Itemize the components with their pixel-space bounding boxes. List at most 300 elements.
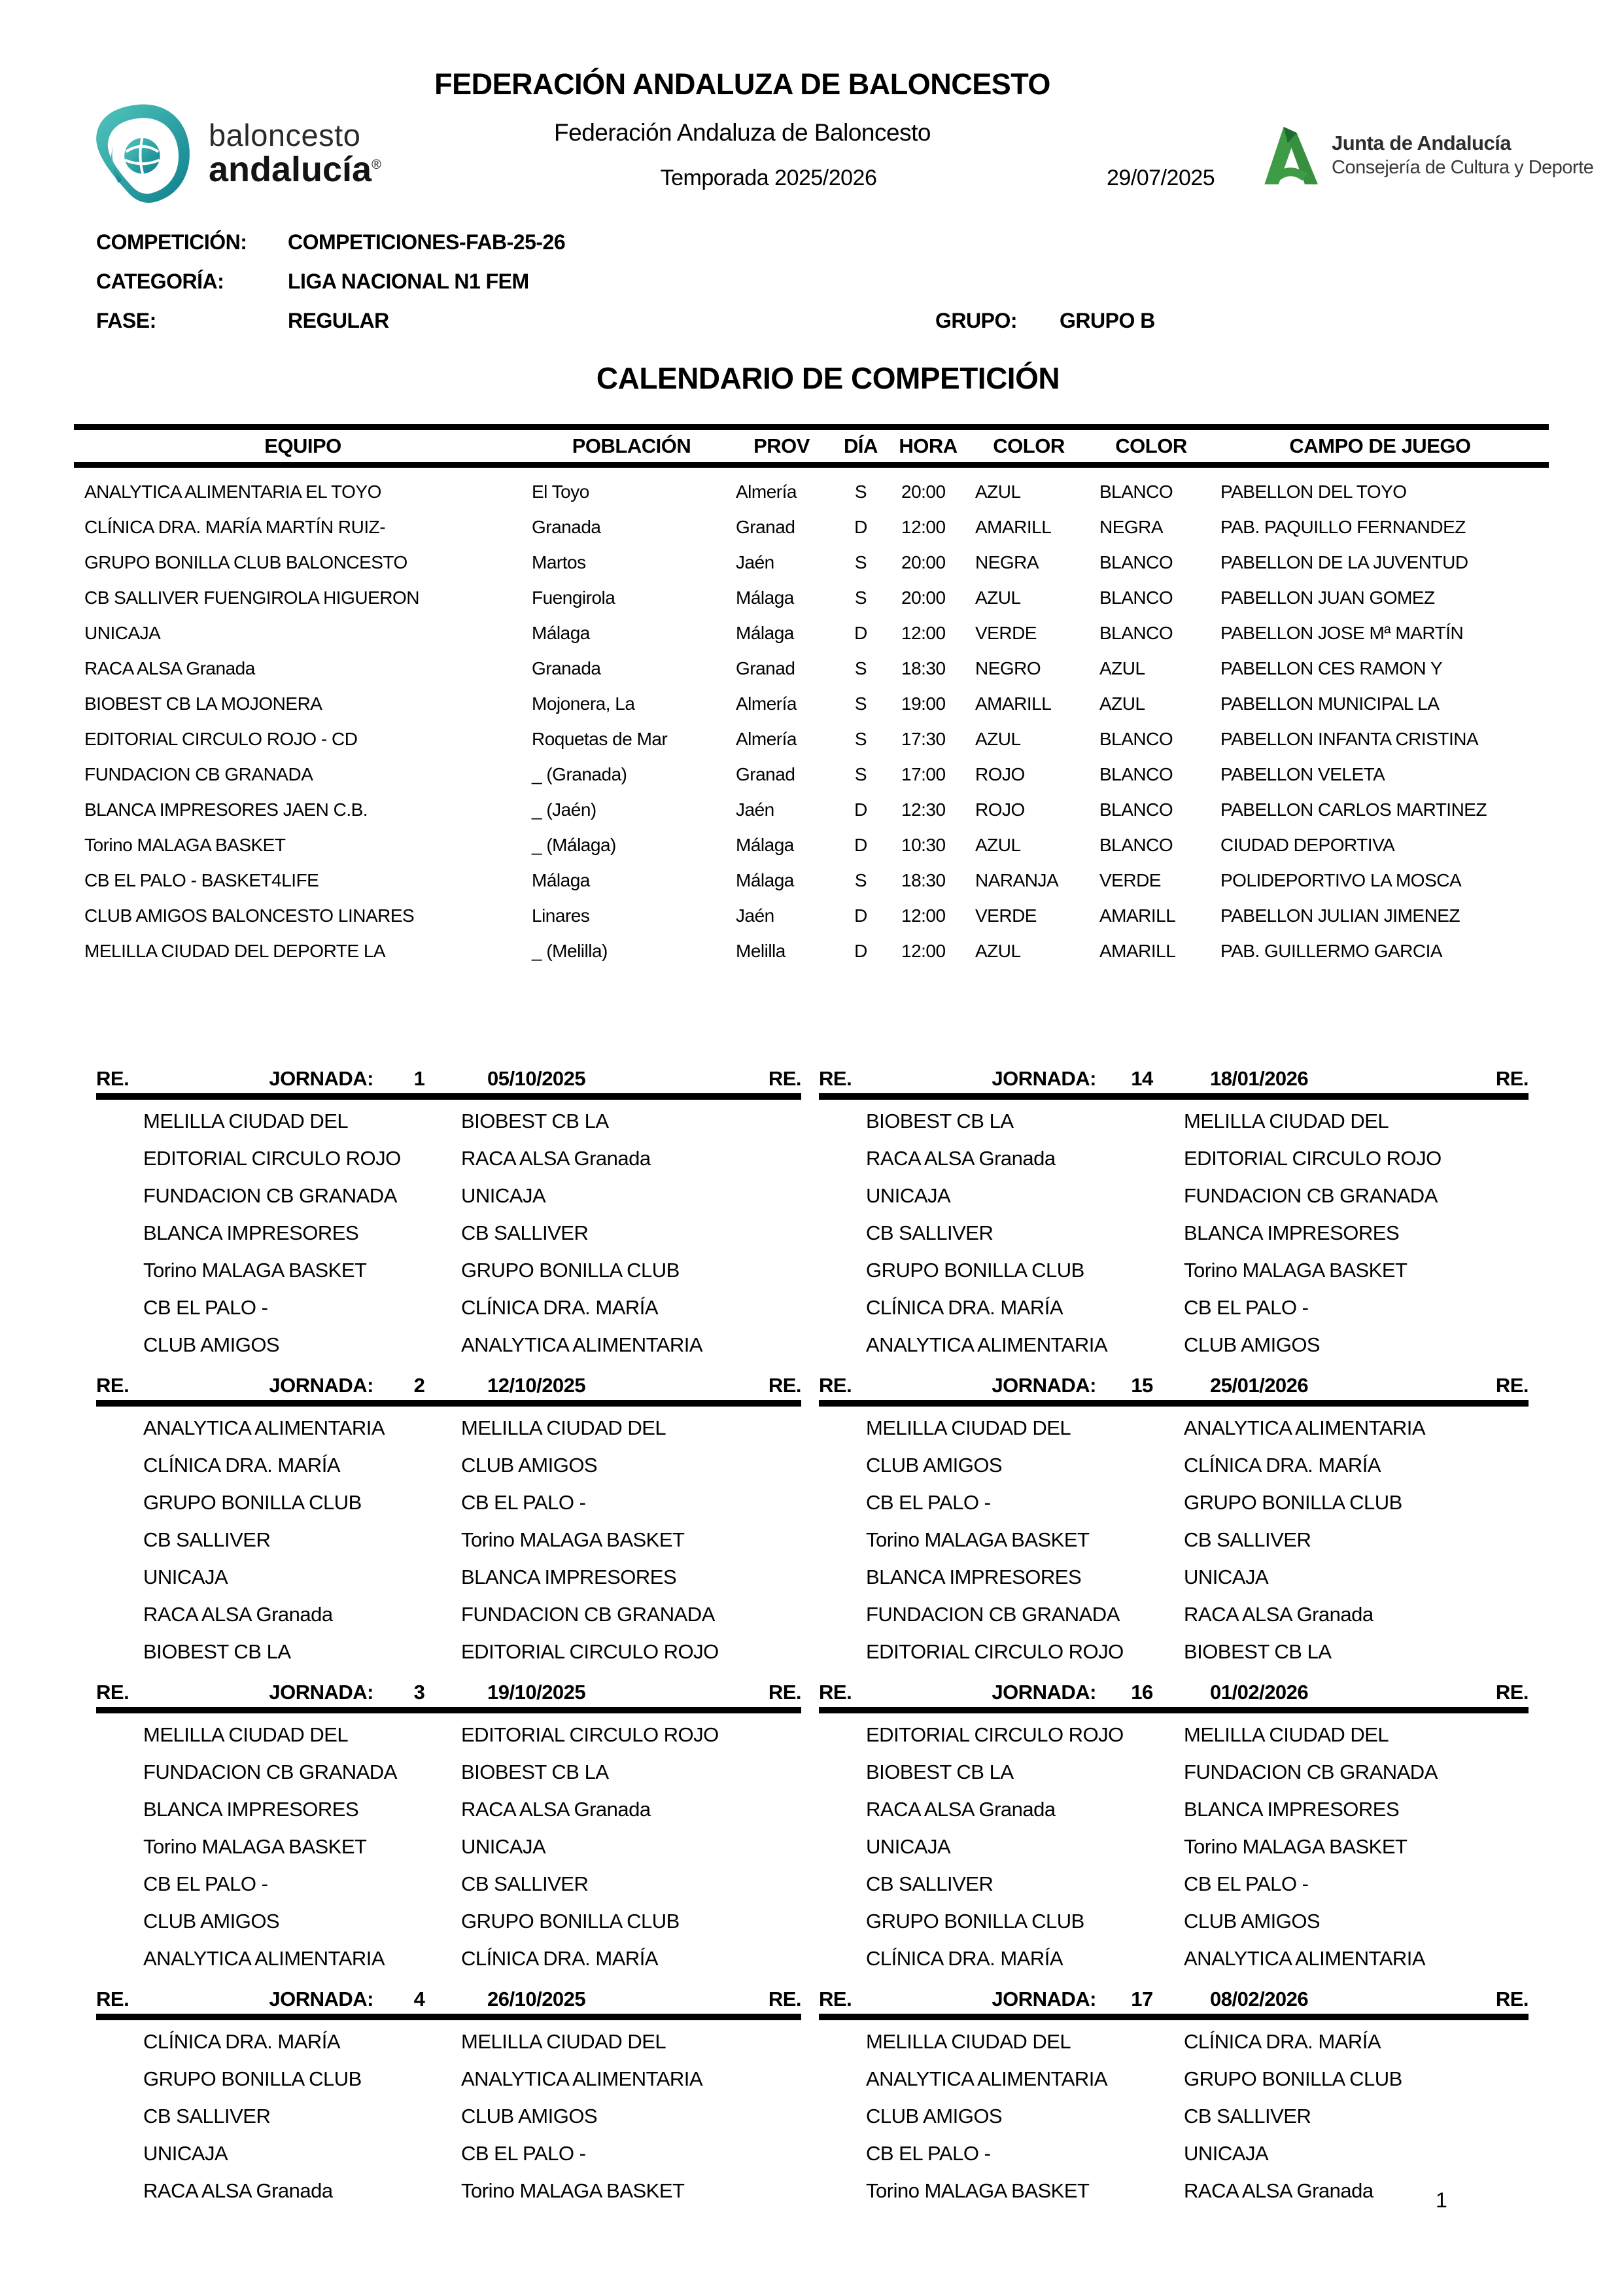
header-poblacion: POBLACIÓN — [572, 434, 691, 457]
home-team: ANALYTICA ALIMENTARIA — [143, 1946, 385, 1970]
home-team: MELILLA CIUDAD DEL — [866, 2029, 1071, 2053]
re-label-right: RE. — [768, 1988, 801, 2010]
re-label-left: RE. — [819, 1374, 852, 1397]
header-equipo: EQUIPO — [264, 434, 341, 457]
match-list — [96, 1100, 801, 1363]
team-time: 10:30 — [901, 835, 946, 855]
match-row — [819, 2097, 1529, 2135]
jornada-label: JORNADA: — [992, 1988, 1096, 2010]
category-row — [96, 270, 1535, 309]
team-venue: PABELLON CARLOS MARTINEZ — [1220, 799, 1487, 820]
match-row — [819, 1791, 1529, 1828]
junta-name: Junta de Andalucía — [1332, 131, 1512, 154]
header-dia: DÍA — [844, 434, 878, 457]
competition-info — [96, 230, 1535, 348]
team-row — [74, 722, 1549, 757]
match-row — [96, 1865, 801, 1902]
re-label-right: RE. — [768, 1374, 801, 1397]
jornada-block — [819, 1681, 1529, 1977]
home-team: Torino MALAGA BASKET — [143, 1258, 367, 1282]
home-team: BIOBEST CB LA — [143, 1639, 291, 1663]
team-city: Roquetas de Mar — [532, 729, 668, 749]
match-row — [96, 2172, 801, 2209]
home-team: UNICAJA — [143, 1565, 228, 1588]
team-name: BIOBEST CB LA MOJONERA — [84, 693, 322, 714]
home-team: GRUPO BONILLA CLUB — [866, 1909, 1084, 1933]
match-row — [819, 1102, 1529, 1140]
re-label-left: RE. — [96, 1067, 130, 1090]
match-row — [96, 1140, 801, 1177]
match-row — [819, 1177, 1529, 1214]
team-venue: PAB. PAQUILLO FERNANDEZ — [1220, 517, 1466, 537]
match-list — [96, 1713, 801, 1977]
away-team: UNICAJA — [1184, 2141, 1269, 2165]
competition-value: COMPETICIONES-FAB-25-26 — [288, 230, 566, 254]
team-city: _ (Melilla) — [532, 941, 608, 961]
jornada-divider — [96, 1400, 801, 1407]
team-color-1: NEGRA — [975, 552, 1039, 572]
jornada-date: 08/02/2026 — [1210, 1988, 1309, 2010]
team-day: S — [854, 482, 867, 502]
fab-logo-word-andalucia-text: andalucía — [209, 150, 372, 190]
home-team: CLUB AMIGOS — [143, 1909, 280, 1933]
jornada-label: JORNADA: — [269, 1374, 373, 1397]
home-team: BLANCA IMPRESORES — [866, 1565, 1082, 1588]
team-name: CB EL PALO - BASKET4LIFE — [84, 870, 319, 890]
team-province: Granad — [736, 764, 795, 784]
re-label-left: RE. — [819, 1681, 852, 1704]
away-team: CLÍNICA DRA. MARÍA — [1184, 2029, 1381, 2053]
jornada-divider — [96, 2014, 801, 2020]
away-team: BLANCA IMPRESORES — [461, 1565, 677, 1588]
team-city: Málaga — [532, 870, 590, 890]
re-label-right: RE. — [768, 1067, 801, 1090]
away-team: RACA ALSA Granada — [461, 1146, 651, 1170]
match-row — [96, 1214, 801, 1252]
jornada-label: JORNADA: — [992, 1681, 1096, 1704]
jornada-label: JORNADA: — [992, 1067, 1096, 1090]
phase-label: FASE: — [96, 309, 156, 332]
home-team: BLANCA IMPRESORES — [143, 1797, 359, 1821]
team-time: 12:00 — [901, 517, 946, 537]
header-campo: CAMPO DE JUEGO — [1289, 434, 1471, 457]
match-row — [96, 1596, 801, 1633]
team-province: Málaga — [736, 587, 794, 608]
team-day: D — [854, 905, 867, 926]
team-color-2: BLANCO — [1099, 623, 1173, 643]
team-row — [74, 510, 1549, 545]
team-name: BLANCA IMPRESORES JAEN C.B. — [84, 799, 368, 820]
team-time: 20:00 — [901, 587, 946, 608]
team-venue: CIUDAD DEPORTIVA — [1220, 835, 1395, 855]
team-time: 12:30 — [901, 799, 946, 820]
team-time: 12:00 — [901, 905, 946, 926]
re-label-right: RE. — [768, 1681, 801, 1704]
match-row — [819, 1214, 1529, 1252]
jornada-date: 18/01/2026 — [1210, 1067, 1309, 1090]
jornada-block — [96, 1988, 801, 2209]
jornada-block — [96, 1681, 801, 1977]
team-city: Fuengirola — [532, 587, 615, 608]
re-label-left: RE. — [96, 1374, 130, 1397]
team-time: 20:00 — [901, 552, 946, 572]
away-team: Torino MALAGA BASKET — [461, 1528, 685, 1551]
teams-table — [74, 424, 1549, 969]
team-city: Granada — [532, 517, 601, 537]
match-row — [96, 2135, 801, 2172]
team-time: 12:00 — [901, 623, 946, 643]
junta-department: Consejería de Cultura y Deporte — [1332, 157, 1594, 179]
jornada-divider — [819, 1707, 1529, 1713]
home-team: CB EL PALO - — [866, 1490, 991, 1514]
home-team: FUNDACION CB GRANADA — [143, 1183, 397, 1207]
away-team: CB EL PALO - — [1184, 1872, 1309, 1895]
jornada-number: 3 — [413, 1681, 425, 1704]
home-team: CB EL PALO - — [866, 2141, 991, 2165]
match-row — [819, 1828, 1529, 1865]
home-team: MELILLA CIUDAD DEL — [866, 1416, 1071, 1439]
team-venue: PABELLON MUNICIPAL LA — [1220, 693, 1440, 714]
jornada-date: 25/01/2026 — [1210, 1374, 1309, 1397]
match-row — [819, 1940, 1529, 1977]
team-province: Málaga — [736, 870, 794, 890]
team-time: 17:30 — [901, 729, 946, 749]
home-team: RACA ALSA Granada — [866, 1146, 1056, 1170]
competition-label: COMPETICIÓN: — [96, 230, 247, 254]
match-row — [96, 1558, 801, 1596]
team-color-1: AZUL — [975, 941, 1021, 961]
teams-table-body — [74, 474, 1549, 969]
report-date: 29/07/2025 — [1107, 166, 1215, 190]
header-color-1: COLOR — [993, 434, 1065, 457]
teams-table-header — [74, 430, 1549, 468]
team-name: EDITORIAL CIRCULO ROJO - CD — [84, 729, 358, 749]
team-name: RACA ALSA Granada — [84, 658, 255, 678]
team-color-2: BLANCO — [1099, 587, 1173, 608]
competition-row — [96, 230, 1535, 270]
away-team: CB EL PALO - — [1184, 1295, 1309, 1319]
jornada-label: JORNADA: — [269, 1681, 373, 1704]
header-color-2: COLOR — [1115, 434, 1187, 457]
phase-value: REGULAR — [288, 309, 389, 332]
jornada-header — [819, 1988, 1529, 2014]
match-list — [819, 2020, 1529, 2209]
page-title: FEDERACIÓN ANDALUZA DE BALONCESTO — [434, 67, 1050, 101]
jornada-block — [819, 1067, 1529, 1363]
team-city: Granada — [532, 658, 601, 678]
match-list — [96, 2020, 801, 2209]
team-venue: PABELLON JOSE Mª MARTÍN — [1220, 623, 1464, 643]
match-row — [96, 2097, 801, 2135]
away-team: EDITORIAL CIRCULO ROJO — [461, 1639, 719, 1663]
match-row — [96, 1326, 801, 1363]
re-label-right: RE. — [1495, 1988, 1529, 2010]
team-row — [74, 686, 1549, 722]
match-row — [819, 1140, 1529, 1177]
home-team: CLÍNICA DRA. MARÍA — [143, 1453, 341, 1477]
home-team: CB EL PALO - — [143, 1872, 268, 1895]
match-row — [819, 1558, 1529, 1596]
match-row — [96, 2023, 801, 2060]
home-team: RACA ALSA Granada — [866, 1797, 1056, 1821]
match-list — [819, 1713, 1529, 1977]
team-day: D — [854, 941, 867, 961]
match-list — [819, 1407, 1529, 1670]
team-day: S — [854, 658, 867, 678]
team-province: Melilla — [736, 941, 786, 961]
team-color-1: AMARILL — [975, 693, 1052, 714]
team-province: Jaén — [736, 905, 774, 926]
team-day: D — [854, 517, 867, 537]
team-day: D — [854, 835, 867, 855]
team-province: Almería — [736, 729, 797, 749]
home-team: UNICAJA — [143, 2141, 228, 2165]
away-team: CLÍNICA DRA. MARÍA — [461, 1295, 659, 1319]
jornada-number: 14 — [1131, 1067, 1153, 1090]
jornada-date: 05/10/2025 — [487, 1067, 586, 1090]
team-venue: PABELLON JUAN GOMEZ — [1220, 587, 1435, 608]
team-color-1: ROJO — [975, 764, 1025, 784]
group-label: GRUPO: — [935, 309, 1017, 332]
team-color-1: NEGRO — [975, 658, 1041, 678]
team-color-2: AMARILL — [1099, 941, 1176, 961]
team-name: GRUPO BONILLA CLUB BALONCESTO — [84, 552, 407, 572]
jornada-number: 17 — [1131, 1988, 1153, 2010]
away-team: UNICAJA — [461, 1183, 546, 1207]
match-row — [96, 1716, 801, 1753]
home-team: MELILLA CIUDAD DEL — [143, 1723, 349, 1746]
re-label-left: RE. — [819, 1988, 852, 2010]
team-name: ANALYTICA ALIMENTARIA EL TOYO — [84, 482, 381, 502]
away-team: CB SALLIVER — [1184, 1528, 1311, 1551]
away-team: RACA ALSA Granada — [1184, 2179, 1373, 2202]
team-time: 18:30 — [901, 658, 946, 678]
team-row — [74, 757, 1549, 792]
match-row — [819, 2135, 1529, 2172]
match-row — [96, 1252, 801, 1289]
match-row — [96, 1102, 801, 1140]
team-day: S — [854, 552, 867, 572]
team-venue: POLIDEPORTIVO LA MOSCA — [1220, 870, 1462, 890]
jornada-divider — [819, 2014, 1529, 2020]
team-day: S — [854, 587, 867, 608]
home-team: UNICAJA — [866, 1183, 951, 1207]
away-team: MELILLA CIUDAD DEL — [1184, 1109, 1389, 1132]
team-city: Mojonera, La — [532, 693, 635, 714]
team-name: FUNDACION CB GRANADA — [84, 764, 313, 784]
match-row — [96, 1289, 801, 1326]
home-team: BLANCA IMPRESORES — [143, 1221, 359, 1244]
home-team: CLUB AMIGOS — [143, 1333, 280, 1356]
home-team: UNICAJA — [866, 1834, 951, 1858]
team-province: Jaén — [736, 799, 774, 820]
match-list — [96, 1407, 801, 1670]
away-team: FUNDACION CB GRANADA — [1184, 1183, 1438, 1207]
away-team: BLANCA IMPRESORES — [1184, 1797, 1400, 1821]
home-team: EDITORIAL CIRCULO ROJO — [866, 1639, 1124, 1663]
re-label-left: RE. — [96, 1988, 130, 2010]
team-color-1: AZUL — [975, 835, 1021, 855]
junta-logo — [1254, 120, 1593, 190]
team-province: Granad — [736, 517, 795, 537]
match-row — [819, 1902, 1529, 1940]
away-team: GRUPO BONILLA CLUB — [461, 1909, 680, 1933]
match-row — [819, 2172, 1529, 2209]
match-list — [819, 1100, 1529, 1363]
team-city: Linares — [532, 905, 590, 926]
match-row — [819, 1326, 1529, 1363]
home-team: CLÍNICA DRA. MARÍA — [866, 1946, 1063, 1970]
away-team: MELILLA CIUDAD DEL — [461, 2029, 666, 2053]
jornada-divider — [96, 1093, 801, 1100]
team-color-1: AZUL — [975, 587, 1021, 608]
match-row — [96, 1633, 801, 1670]
match-row — [96, 1446, 801, 1484]
junta-a-icon — [1254, 120, 1320, 190]
page-number: 1 — [1436, 2188, 1447, 2212]
home-team: GRUPO BONILLA CLUB — [866, 1258, 1084, 1282]
away-team: RACA ALSA Granada — [1184, 1602, 1373, 1626]
team-row — [74, 580, 1549, 616]
team-name: CLÍNICA DRA. MARÍA MARTÍN RUIZ- — [84, 517, 386, 537]
team-color-2: BLANCO — [1099, 482, 1173, 502]
team-venue: PABELLON CES RAMON Y — [1220, 658, 1443, 678]
away-team: CB EL PALO - — [461, 2141, 586, 2165]
home-team: FUNDACION CB GRANADA — [866, 1602, 1120, 1626]
team-row — [74, 898, 1549, 934]
team-color-2: AZUL — [1099, 658, 1145, 678]
team-time: 12:00 — [901, 941, 946, 961]
team-row — [74, 934, 1549, 969]
home-team: ANALYTICA ALIMENTARIA — [143, 1416, 385, 1439]
jornada-label: JORNADA: — [992, 1374, 1096, 1397]
away-team: ANALYTICA ALIMENTARIA — [461, 2067, 703, 2090]
home-team: RACA ALSA Granada — [143, 1602, 333, 1626]
re-label-right: RE. — [1495, 1681, 1529, 1704]
team-city: _ (Jaén) — [532, 799, 596, 820]
team-color-1: AZUL — [975, 482, 1021, 502]
re-label-right: RE. — [1495, 1374, 1529, 1397]
match-row — [819, 1753, 1529, 1791]
away-team: CB EL PALO - — [461, 1490, 586, 1514]
team-day: S — [854, 729, 867, 749]
team-day: S — [854, 693, 867, 714]
away-team: BIOBEST CB LA — [1184, 1639, 1332, 1663]
match-row — [819, 1446, 1529, 1484]
jornada-date: 26/10/2025 — [487, 1988, 586, 2010]
jornada-number: 4 — [413, 1988, 425, 2010]
away-team: MELILLA CIUDAD DEL — [461, 1416, 666, 1439]
team-color-1: VERDE — [975, 623, 1037, 643]
home-team: CLUB AMIGOS — [866, 2104, 1003, 2128]
calendar-title: CALENDARIO DE COMPETICIÓN — [596, 361, 1060, 395]
team-row — [74, 863, 1549, 898]
match-row — [819, 1252, 1529, 1289]
match-row — [819, 1865, 1529, 1902]
jornada-label: JORNADA: — [269, 1988, 373, 2010]
away-team: GRUPO BONILLA CLUB — [1184, 1490, 1402, 1514]
team-color-2: BLANCO — [1099, 552, 1173, 572]
home-team: RACA ALSA Granada — [143, 2179, 333, 2202]
team-color-2: NEGRA — [1099, 517, 1164, 537]
home-team: Torino MALAGA BASKET — [866, 2179, 1090, 2202]
match-row — [96, 1753, 801, 1791]
group-value: GRUPO B — [1060, 309, 1155, 332]
home-team: BIOBEST CB LA — [866, 1760, 1014, 1783]
jornada-block — [96, 1067, 801, 1363]
away-team: FUNDACION CB GRANADA — [461, 1602, 715, 1626]
team-color-1: AMARILL — [975, 517, 1052, 537]
match-row — [819, 1484, 1529, 1521]
away-team: UNICAJA — [461, 1834, 546, 1858]
away-team: ANALYTICA ALIMENTARIA — [1184, 1946, 1426, 1970]
category-label: CATEGORÍA: — [96, 270, 224, 293]
team-province: Jaén — [736, 552, 774, 572]
away-team: UNICAJA — [1184, 1565, 1269, 1588]
jornada-number: 16 — [1131, 1681, 1153, 1704]
home-team: GRUPO BONILLA CLUB — [143, 1490, 362, 1514]
jornadas-grid — [96, 1067, 1529, 2209]
team-province: Granad — [736, 658, 795, 678]
jornada-block — [96, 1374, 801, 1670]
jornada-block — [819, 1374, 1529, 1670]
away-team: EDITORIAL CIRCULO ROJO — [461, 1723, 719, 1746]
away-team: CB SALLIVER — [461, 1221, 589, 1244]
team-row — [74, 651, 1549, 686]
match-row — [96, 1791, 801, 1828]
team-color-2: BLANCO — [1099, 729, 1173, 749]
home-team: CLÍNICA DRA. MARÍA — [143, 2029, 341, 2053]
team-city: _ (Granada) — [532, 764, 627, 784]
team-venue: PAB. GUILLERMO GARCIA — [1220, 941, 1443, 961]
team-province: Málaga — [736, 623, 794, 643]
home-team: ANALYTICA ALIMENTARIA — [866, 2067, 1108, 2090]
match-row — [96, 1940, 801, 1977]
match-row — [819, 2023, 1529, 2060]
away-team: CB SALLIVER — [461, 1872, 589, 1895]
home-team: CLÍNICA DRA. MARÍA — [866, 1295, 1063, 1319]
home-team: CLUB AMIGOS — [866, 1453, 1003, 1477]
jornada-number: 1 — [413, 1067, 425, 1090]
jornada-date: 12/10/2025 — [487, 1374, 586, 1397]
match-row — [96, 1484, 801, 1521]
team-time: 20:00 — [901, 482, 946, 502]
re-label-left: RE. — [819, 1067, 852, 1090]
away-team: CLUB AMIGOS — [461, 2104, 598, 2128]
re-label-right: RE. — [1495, 1067, 1529, 1090]
fab-logo-word-baloncesto: baloncesto — [209, 117, 361, 152]
team-province: Almería — [736, 482, 797, 502]
match-row — [96, 1828, 801, 1865]
team-time: 17:00 — [901, 764, 946, 784]
registered-mark: ® — [371, 158, 381, 173]
team-color-2: BLANCO — [1099, 835, 1173, 855]
away-team: CLUB AMIGOS — [1184, 1909, 1321, 1933]
team-city: _ (Málaga) — [532, 835, 616, 855]
match-row — [819, 2060, 1529, 2097]
team-venue: PABELLON JULIAN JIMENEZ — [1220, 905, 1460, 926]
home-team: Torino MALAGA BASKET — [143, 1834, 367, 1858]
away-team: Torino MALAGA BASKET — [1184, 1834, 1408, 1858]
match-row — [819, 1633, 1529, 1670]
jornada-divider — [819, 1400, 1529, 1407]
jornada-header — [96, 1374, 801, 1400]
away-team: RACA ALSA Granada — [461, 1797, 651, 1821]
home-team: CB SALLIVER — [866, 1872, 993, 1895]
match-row — [819, 1521, 1529, 1558]
away-team: MELILLA CIUDAD DEL — [1184, 1723, 1389, 1746]
match-row — [96, 1177, 801, 1214]
